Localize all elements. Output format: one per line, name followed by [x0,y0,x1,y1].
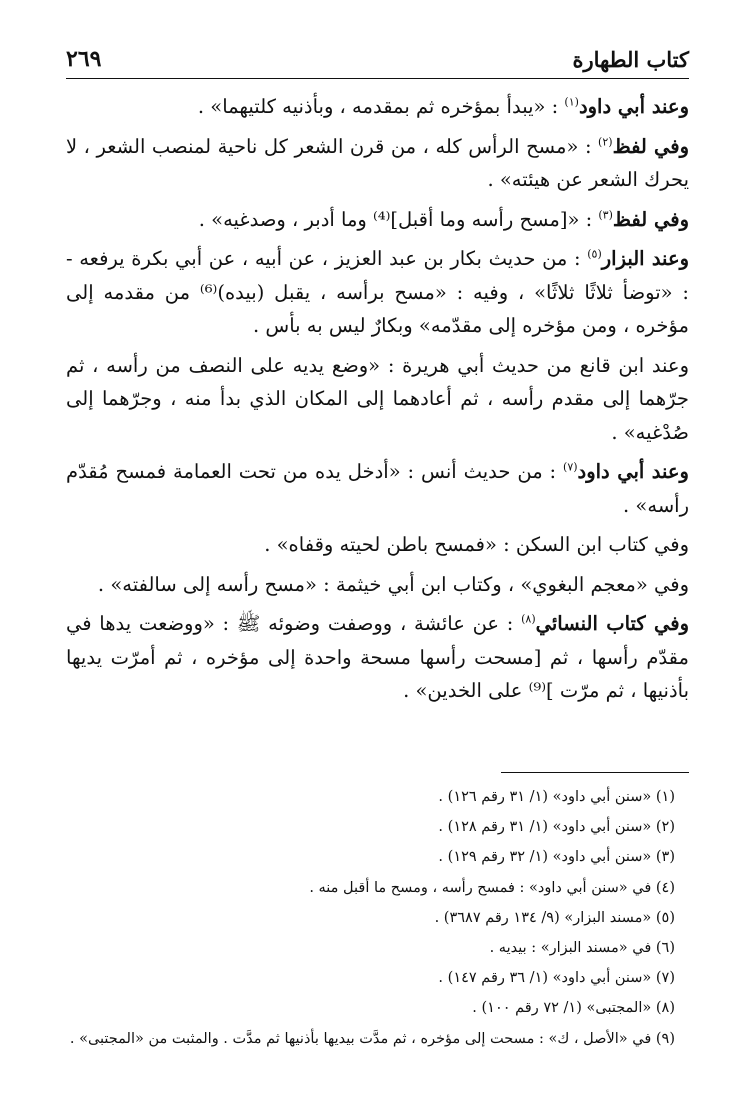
footnote-ref: (٧) [563,460,578,474]
source-name: وعند البزار [601,247,689,270]
paragraph-text: : من حديث بكار بن عبد العزيز ، عن أبيه ، عن أبي بكرة يرفعه - : «توضأ ثلاثًا ثلاثًا» ، وفيه : «مسح برأسه ، يقبل (بيده)⁽⁶⁾ من مقدمه إلى مؤخره ، ومن مؤخره إلى مقدّمه» وبكارٌ ليس به بأس . [66,247,689,337]
paragraph-text: : «[مسح رأسه وما أقبل]⁽⁴⁾ وما أدبر ، وصدغيه» . [198,207,599,231]
paragraph-text: : «مسح الرأس كله ، من قرن الشعر كل ناحية لمنصب الشعر ، لا يحرك الشعر عن هيئته» . [66,134,689,191]
paragraph [66,203,689,237]
page-header [66,36,689,72]
source-name: وفي لفظ [612,207,689,231]
source-name: وعند أبي داود [577,460,689,483]
paragraph [66,242,689,343]
footnote: (٩) في «الأصل ، ك» : مسحت إلى مؤخره ، ثم مدَّت بيديها بأذنيها ثم مدَّت . والمثبت من «المجتبى» . [69,1030,675,1047]
paragraph-text: : «يبدأ بمؤخره ثم بمقدمه ، وبأذنيه كلتيهما» . [197,95,565,118]
footnote: (١) «سنن أبي داود» (١/ ٣١ رقم ١٢٦) . [438,789,675,805]
paragraph [66,455,689,522]
paragraph [66,607,689,708]
footnote: (٨) «المجتبى» (١/ ٧٢ رقم ١٠٠) . [472,1000,675,1017]
footnote: (٢) «سنن أبي داود» (١/ ٣١ رقم ١٢٨) . [438,819,675,836]
chapter-title: كتاب الطهارة [572,47,689,72]
paragraph [66,568,689,602]
source-name: وفي لفظ [612,134,689,158]
footnote-ref: (٨) [521,612,536,626]
page-number: ٢٦٩ [66,46,102,72]
footnote: (٧) «سنن أبي داود» (١/ ٣٦ رقم ١٤٧) . [438,970,675,987]
paragraph [66,90,689,124]
footnote-ref: (١) [564,95,579,109]
paragraph-text: : عن عائشة ، ووصفت وضوئه ﷺ : «ووضعت يدها في مقدّم رأسها ، ثم [مسحت رأسها مسحة واحدة إلى مؤخره ، ثم أمرّت يديها بأذنيها ، ثم مرّت ]⁽⁹⁾ على الخدين» . [66,612,689,702]
footnote-ref: (٥) [587,247,602,261]
footnote-separator [501,772,689,773]
paragraph-text: : من حديث أنس : «أدخل يده من تحت العمامة فمسح مُقدّم رأسه» . [66,460,689,517]
footnote: (٣) «سنن أبي داود» (١/ ٣٢ رقم ١٢٩) . [438,849,675,866]
paragraph [66,130,689,197]
footnotes [66,782,675,1054]
footnote: (٥) «مسند البزار» (٩/ ١٣٤ رقم ٣٦٨٧) . [434,909,675,926]
footnote: (٤) في «سنن أبي داود» : فمسح رأسه ، ومسح ما أقبل منه . [309,879,675,896]
paragraph-text: وعند ابن قانع من حديث أبي هريرة : «وضع يديه على النصف من رأسه ، ثم جرّهما إلى مقدم رأسه ، ثم أعادهما إلى المكان الذي بدأ منه ، وجرّهما إلى صُدْغيه» . [66,353,689,444]
header-rule [66,78,689,79]
paragraph-text: وفي «معجم البغوي» ، وكتاب ابن أبي خيثمة : «مسح رأسه إلى سالفته» . [97,572,689,596]
footnote-ref: (٢) [598,135,613,148]
source-name: وعند أبي داود [578,95,689,118]
paragraph [66,528,689,562]
main-text [66,90,689,714]
paragraph-text: وفي كتاب ابن السكن : «فمسح باطن لحيته وقفاه» . [264,533,689,556]
source-name: وفي كتاب النسائي [535,612,689,635]
footnote-ref: (٣) [598,208,613,221]
footnote: (٦) في «مسند البزار» : بيديه . [489,940,675,957]
paragraph [66,349,689,450]
